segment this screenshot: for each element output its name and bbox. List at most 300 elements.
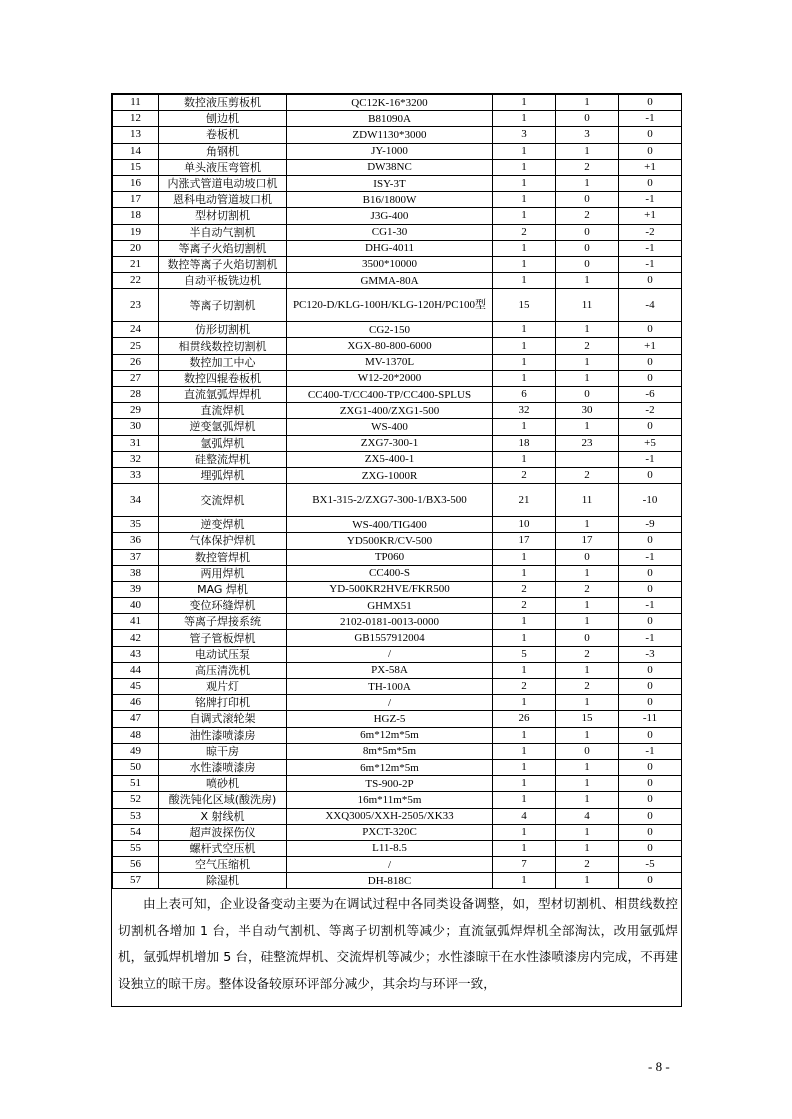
change-cell: 0 — [619, 419, 682, 435]
model-cell: WS-400/TIG400 — [287, 517, 493, 533]
change-cell: 0 — [619, 824, 682, 840]
table-row — [113, 484, 682, 517]
original-count-cell: 2 — [493, 581, 556, 597]
change-cell: -1 — [619, 256, 682, 272]
actual-count-cell: 2 — [556, 679, 619, 695]
original-count-cell: 1 — [493, 95, 556, 111]
model-cell: DW38NC — [287, 159, 493, 175]
equipment-name-cell: 单头液压弯管机 — [159, 159, 287, 175]
equipment-name-cell: 逆变氩弧焊机 — [159, 419, 287, 435]
model-cell: TP060 — [287, 549, 493, 565]
actual-count-cell: 0 — [556, 549, 619, 565]
original-count-cell: 4 — [493, 808, 556, 824]
row-number-cell: 31 — [113, 435, 159, 451]
change-cell: 0 — [619, 873, 682, 889]
model-cell: ZXG-1000R — [287, 467, 493, 483]
table-row — [113, 598, 682, 614]
actual-count-cell: 4 — [556, 808, 619, 824]
row-number-cell: 46 — [113, 695, 159, 711]
table-row — [113, 840, 682, 856]
row-number-cell: 26 — [113, 354, 159, 370]
table-row — [113, 435, 682, 451]
original-count-cell: 1 — [493, 792, 556, 808]
row-number-cell: 12 — [113, 111, 159, 127]
summary-paragraph: 由上表可知，企业设备变动主要为在调试过程中各同类设备调整，如，型材切割机、相贯线数控切割机各增加 1 台，半自动气割机、等离子切割机等减少；直流氩弧焊焊机全部淘汰，改用氩弧焊机，氩弧焊机增加 5 台，硅整流焊机、交流焊机等减少；水性漆晾干在水性漆喷漆房内完成，不再建设独立的晾干房。整体设备较原环评部分减少，其余均与环评一致， — [118, 896, 678, 991]
model-cell: BX1-315-2/ZXG7-300-1/BX3-500 — [287, 484, 493, 517]
change-cell: -1 — [619, 598, 682, 614]
model-cell: PX-58A — [287, 662, 493, 678]
row-number-cell: 55 — [113, 840, 159, 856]
change-cell: 0 — [619, 533, 682, 549]
model-cell: CG2-150 — [287, 322, 493, 338]
original-count-cell: 1 — [493, 192, 556, 208]
change-cell: 0 — [619, 565, 682, 581]
actual-count-cell: 1 — [556, 873, 619, 889]
row-number-cell: 15 — [113, 159, 159, 175]
equipment-name-cell: 数控加工中心 — [159, 354, 287, 370]
equipment-name-cell: 水性漆喷漆房 — [159, 759, 287, 775]
equipment-name-cell: 角钢机 — [159, 143, 287, 159]
actual-count-cell: 1 — [556, 565, 619, 581]
original-count-cell: 1 — [493, 338, 556, 354]
table-row — [113, 727, 682, 743]
actual-count-cell: 1 — [556, 95, 619, 111]
table-row — [113, 387, 682, 403]
table-row — [113, 467, 682, 483]
row-number-cell: 29 — [113, 403, 159, 419]
row-number-cell: 16 — [113, 175, 159, 191]
equipment-name-cell: 数控液压剪板机 — [159, 95, 287, 111]
row-number-cell: 49 — [113, 743, 159, 759]
change-cell: 0 — [619, 759, 682, 775]
change-cell: 0 — [619, 175, 682, 191]
table-row — [113, 857, 682, 873]
actual-count-cell: 1 — [556, 776, 619, 792]
actual-count-cell: 1 — [556, 370, 619, 386]
model-cell: GMMA-80A — [287, 273, 493, 289]
table-row — [113, 549, 682, 565]
model-cell: B16/1800W — [287, 192, 493, 208]
table-row — [113, 808, 682, 824]
actual-count-cell: 23 — [556, 435, 619, 451]
row-number-cell: 48 — [113, 727, 159, 743]
actual-count-cell: 0 — [556, 743, 619, 759]
actual-count-cell: 1 — [556, 759, 619, 775]
original-count-cell: 1 — [493, 208, 556, 224]
change-cell: -1 — [619, 743, 682, 759]
row-number-cell: 13 — [113, 127, 159, 143]
model-cell: YD500KR/CV-500 — [287, 533, 493, 549]
row-number-cell: 36 — [113, 533, 159, 549]
model-cell: 16m*11m*5m — [287, 792, 493, 808]
table-row — [113, 662, 682, 678]
actual-count-cell: 2 — [556, 338, 619, 354]
table-row — [113, 824, 682, 840]
equipment-name-cell: X 射线机 — [159, 808, 287, 824]
actual-count-cell: 2 — [556, 467, 619, 483]
original-count-cell: 32 — [493, 403, 556, 419]
actual-count-cell: 2 — [556, 857, 619, 873]
row-number-cell: 50 — [113, 759, 159, 775]
equipment-name-cell: 刨边机 — [159, 111, 287, 127]
equipment-name-cell: 喷砂机 — [159, 776, 287, 792]
change-cell: -6 — [619, 387, 682, 403]
equipment-name-cell: 自调式滚轮架 — [159, 711, 287, 727]
row-number-cell: 47 — [113, 711, 159, 727]
row-number-cell: 37 — [113, 549, 159, 565]
model-cell: CG1-30 — [287, 224, 493, 240]
row-number-cell: 21 — [113, 256, 159, 272]
table-row — [113, 403, 682, 419]
change-cell: -1 — [619, 111, 682, 127]
equipment-name-cell: 半自动气割机 — [159, 224, 287, 240]
change-cell: +5 — [619, 435, 682, 451]
equipment-table-body — [113, 95, 682, 889]
row-number-cell: 53 — [113, 808, 159, 824]
row-number-cell: 17 — [113, 192, 159, 208]
row-number-cell: 34 — [113, 484, 159, 517]
row-number-cell: 23 — [113, 289, 159, 322]
change-cell: 0 — [619, 127, 682, 143]
row-number-cell: 35 — [113, 517, 159, 533]
table-row — [113, 792, 682, 808]
original-count-cell: 7 — [493, 857, 556, 873]
equipment-name-cell: 内涨式管道电动坡口机 — [159, 175, 287, 191]
table-row — [113, 338, 682, 354]
table-row — [113, 192, 682, 208]
original-count-cell: 26 — [493, 711, 556, 727]
equipment-name-cell: 等离子焊接系统 — [159, 614, 287, 630]
table-row — [113, 256, 682, 272]
actual-count-cell: 11 — [556, 484, 619, 517]
equipment-name-cell: 数控等离子火焰切割机 — [159, 256, 287, 272]
model-cell: XXQ3005/XXH-2505/XK33 — [287, 808, 493, 824]
original-count-cell: 1 — [493, 873, 556, 889]
model-cell: L11-8.5 — [287, 840, 493, 856]
row-number-cell: 30 — [113, 419, 159, 435]
actual-count-cell: 2 — [556, 646, 619, 662]
actual-count-cell: 2 — [556, 581, 619, 597]
model-cell: ISY-3T — [287, 175, 493, 191]
row-number-cell: 44 — [113, 662, 159, 678]
actual-count-cell: 0 — [556, 630, 619, 646]
change-cell: -1 — [619, 192, 682, 208]
equipment-name-cell: 数控四辊卷板机 — [159, 370, 287, 386]
equipment-name-cell: 气体保护焊机 — [159, 533, 287, 549]
model-cell: B81090A — [287, 111, 493, 127]
row-number-cell: 43 — [113, 646, 159, 662]
actual-count-cell: 1 — [556, 143, 619, 159]
original-count-cell: 1 — [493, 256, 556, 272]
model-cell: 2102-0181-0013-0000 — [287, 614, 493, 630]
table-row — [113, 111, 682, 127]
actual-count-cell: 0 — [556, 111, 619, 127]
actual-count-cell: 2 — [556, 208, 619, 224]
change-cell: 0 — [619, 662, 682, 678]
actual-count-cell: 11 — [556, 289, 619, 322]
equipment-name-cell: 超声波探伤仪 — [159, 824, 287, 840]
actual-count-cell: 15 — [556, 711, 619, 727]
change-cell: -5 — [619, 857, 682, 873]
model-cell: 6m*12m*5m — [287, 727, 493, 743]
equipment-name-cell: 相贯线数控切割机 — [159, 338, 287, 354]
change-cell: 0 — [619, 808, 682, 824]
change-cell: -1 — [619, 451, 682, 467]
table-row — [113, 240, 682, 256]
actual-count-cell: 1 — [556, 662, 619, 678]
table-row — [113, 679, 682, 695]
equipment-name-cell: 恩科电动管道坡口机 — [159, 192, 287, 208]
actual-count-cell: 0 — [556, 224, 619, 240]
original-count-cell: 6 — [493, 387, 556, 403]
row-number-cell: 11 — [113, 95, 159, 111]
change-cell: -1 — [619, 630, 682, 646]
equipment-name-cell: 油性漆喷漆房 — [159, 727, 287, 743]
change-cell: -10 — [619, 484, 682, 517]
original-count-cell: 2 — [493, 224, 556, 240]
document-frame — [111, 93, 682, 1007]
model-cell: WS-400 — [287, 419, 493, 435]
original-count-cell: 1 — [493, 419, 556, 435]
actual-count-cell: 0 — [556, 240, 619, 256]
original-count-cell: 1 — [493, 565, 556, 581]
original-count-cell: 1 — [493, 451, 556, 467]
actual-count-cell: 1 — [556, 175, 619, 191]
original-count-cell: 5 — [493, 646, 556, 662]
model-cell: JY-1000 — [287, 143, 493, 159]
original-count-cell: 17 — [493, 533, 556, 549]
actual-count-cell — [556, 451, 619, 467]
row-number-cell: 33 — [113, 467, 159, 483]
model-cell: ZXG7-300-1 — [287, 435, 493, 451]
change-cell: 0 — [619, 581, 682, 597]
original-count-cell: 1 — [493, 111, 556, 127]
actual-count-cell: 0 — [556, 256, 619, 272]
row-number-cell: 25 — [113, 338, 159, 354]
change-cell: -4 — [619, 289, 682, 322]
model-cell: XGX-80-800-6000 — [287, 338, 493, 354]
change-cell: 0 — [619, 143, 682, 159]
table-row — [113, 451, 682, 467]
change-cell: 0 — [619, 95, 682, 111]
model-cell: ZDW1130*3000 — [287, 127, 493, 143]
actual-count-cell: 17 — [556, 533, 619, 549]
original-count-cell: 2 — [493, 467, 556, 483]
table-row — [113, 630, 682, 646]
row-number-cell: 32 — [113, 451, 159, 467]
table-row — [113, 873, 682, 889]
row-number-cell: 40 — [113, 598, 159, 614]
model-cell: DHG-4011 — [287, 240, 493, 256]
table-row — [113, 565, 682, 581]
row-number-cell: 14 — [113, 143, 159, 159]
actual-count-cell: 1 — [556, 273, 619, 289]
actual-count-cell: 30 — [556, 403, 619, 419]
row-number-cell: 20 — [113, 240, 159, 256]
original-count-cell: 2 — [493, 598, 556, 614]
change-cell: -1 — [619, 240, 682, 256]
equipment-name-cell: 变位环缝焊机 — [159, 598, 287, 614]
equipment-name-cell: 观片灯 — [159, 679, 287, 695]
original-count-cell: 1 — [493, 143, 556, 159]
model-cell: ZX5-400-1 — [287, 451, 493, 467]
equipment-name-cell: 空气压缩机 — [159, 857, 287, 873]
table-row — [113, 759, 682, 775]
equipment-name-cell: 除湿机 — [159, 873, 287, 889]
original-count-cell: 1 — [493, 743, 556, 759]
equipment-name-cell: 埋弧焊机 — [159, 467, 287, 483]
table-row — [113, 581, 682, 597]
row-number-cell: 45 — [113, 679, 159, 695]
original-count-cell: 1 — [493, 776, 556, 792]
change-cell: -9 — [619, 517, 682, 533]
original-count-cell: 10 — [493, 517, 556, 533]
change-cell: -11 — [619, 711, 682, 727]
equipment-name-cell: 自动平板铣边机 — [159, 273, 287, 289]
row-number-cell: 18 — [113, 208, 159, 224]
equipment-name-cell: 交流焊机 — [159, 484, 287, 517]
equipment-name-cell: 型材切割机 — [159, 208, 287, 224]
model-cell: CC400-T/CC400-TP/CC400-SPLUS — [287, 387, 493, 403]
table-row — [113, 127, 682, 143]
model-cell: W12-20*2000 — [287, 370, 493, 386]
original-count-cell: 1 — [493, 175, 556, 191]
model-cell: / — [287, 695, 493, 711]
model-cell: TS-900-2P — [287, 776, 493, 792]
original-count-cell: 18 — [493, 435, 556, 451]
table-row — [113, 370, 682, 386]
row-number-cell: 28 — [113, 387, 159, 403]
actual-count-cell: 1 — [556, 840, 619, 856]
table-row — [113, 95, 682, 111]
change-cell: 0 — [619, 614, 682, 630]
original-count-cell: 15 — [493, 289, 556, 322]
model-cell: DH-818C — [287, 873, 493, 889]
original-count-cell: 1 — [493, 630, 556, 646]
change-cell: -3 — [619, 646, 682, 662]
change-cell: +1 — [619, 338, 682, 354]
model-cell: TH-100A — [287, 679, 493, 695]
model-cell: PC120-D/KLG-100H/KLG-120H/PC100型 — [287, 289, 493, 322]
original-count-cell: 1 — [493, 240, 556, 256]
actual-count-cell: 1 — [556, 727, 619, 743]
original-count-cell: 1 — [493, 695, 556, 711]
row-number-cell: 41 — [113, 614, 159, 630]
row-number-cell: 54 — [113, 824, 159, 840]
change-cell: 0 — [619, 354, 682, 370]
row-number-cell: 56 — [113, 857, 159, 873]
change-cell: 0 — [619, 273, 682, 289]
change-cell: 0 — [619, 322, 682, 338]
table-row — [113, 614, 682, 630]
original-count-cell: 1 — [493, 759, 556, 775]
change-cell: +1 — [619, 208, 682, 224]
row-number-cell: 19 — [113, 224, 159, 240]
original-count-cell: 1 — [493, 614, 556, 630]
change-cell: 0 — [619, 370, 682, 386]
equipment-name-cell: 硅整流焊机 — [159, 451, 287, 467]
change-cell: 0 — [619, 695, 682, 711]
table-row — [113, 354, 682, 370]
original-count-cell: 21 — [493, 484, 556, 517]
equipment-name-cell: 铭牌打印机 — [159, 695, 287, 711]
model-cell: ZXG1-400/ZXG1-500 — [287, 403, 493, 419]
change-cell: -2 — [619, 403, 682, 419]
model-cell: MV-1370L — [287, 354, 493, 370]
actual-count-cell: 1 — [556, 354, 619, 370]
change-cell: -2 — [619, 224, 682, 240]
equipment-name-cell: 晾干房 — [159, 743, 287, 759]
equipment-name-cell: 等离子切割机 — [159, 289, 287, 322]
actual-count-cell: 2 — [556, 159, 619, 175]
actual-count-cell: 1 — [556, 322, 619, 338]
equipment-name-cell: 氩弧焊机 — [159, 435, 287, 451]
actual-count-cell: 0 — [556, 387, 619, 403]
model-cell: YD-500KR2HVE/FKR500 — [287, 581, 493, 597]
row-number-cell: 24 — [113, 322, 159, 338]
equipment-name-cell: 仿形切割机 — [159, 322, 287, 338]
change-cell: 0 — [619, 467, 682, 483]
actual-count-cell: 1 — [556, 598, 619, 614]
row-number-cell: 38 — [113, 565, 159, 581]
equipment-name-cell: 直流氩弧焊焊机 — [159, 387, 287, 403]
original-count-cell: 1 — [493, 322, 556, 338]
table-row — [113, 533, 682, 549]
equipment-name-cell: 螺杆式空压机 — [159, 840, 287, 856]
change-cell: 0 — [619, 727, 682, 743]
equipment-name-cell: 电动试压泵 — [159, 646, 287, 662]
table-row — [113, 695, 682, 711]
row-number-cell: 52 — [113, 792, 159, 808]
model-cell: / — [287, 857, 493, 873]
original-count-cell: 1 — [493, 824, 556, 840]
table-row — [113, 646, 682, 662]
equipment-name-cell: 数控管焊机 — [159, 549, 287, 565]
equipment-name-cell: MAG 焊机 — [159, 581, 287, 597]
change-cell: 0 — [619, 792, 682, 808]
actual-count-cell: 3 — [556, 127, 619, 143]
equipment-name-cell: 逆变焊机 — [159, 517, 287, 533]
equipment-name-cell: 酸洗钝化区域(酸洗房) — [159, 792, 287, 808]
model-cell: PXCT-320C — [287, 824, 493, 840]
equipment-name-cell: 管子管板焊机 — [159, 630, 287, 646]
table-row — [113, 517, 682, 533]
model-cell: 8m*5m*5m — [287, 743, 493, 759]
row-number-cell: 22 — [113, 273, 159, 289]
model-cell: GHMX51 — [287, 598, 493, 614]
original-count-cell: 1 — [493, 370, 556, 386]
original-count-cell: 1 — [493, 549, 556, 565]
equipment-table — [112, 94, 682, 889]
table-row — [113, 273, 682, 289]
table-row — [113, 776, 682, 792]
table-row — [113, 419, 682, 435]
original-count-cell: 1 — [493, 159, 556, 175]
table-row — [113, 322, 682, 338]
model-cell: 6m*12m*5m — [287, 759, 493, 775]
original-count-cell: 2 — [493, 679, 556, 695]
equipment-name-cell: 高压清洗机 — [159, 662, 287, 678]
model-cell: / — [287, 646, 493, 662]
original-count-cell: 1 — [493, 354, 556, 370]
change-cell: 0 — [619, 840, 682, 856]
row-number-cell: 27 — [113, 370, 159, 386]
actual-count-cell: 1 — [556, 517, 619, 533]
original-count-cell: 1 — [493, 273, 556, 289]
table-row — [113, 208, 682, 224]
model-cell: CC400-S — [287, 565, 493, 581]
change-cell: 0 — [619, 679, 682, 695]
